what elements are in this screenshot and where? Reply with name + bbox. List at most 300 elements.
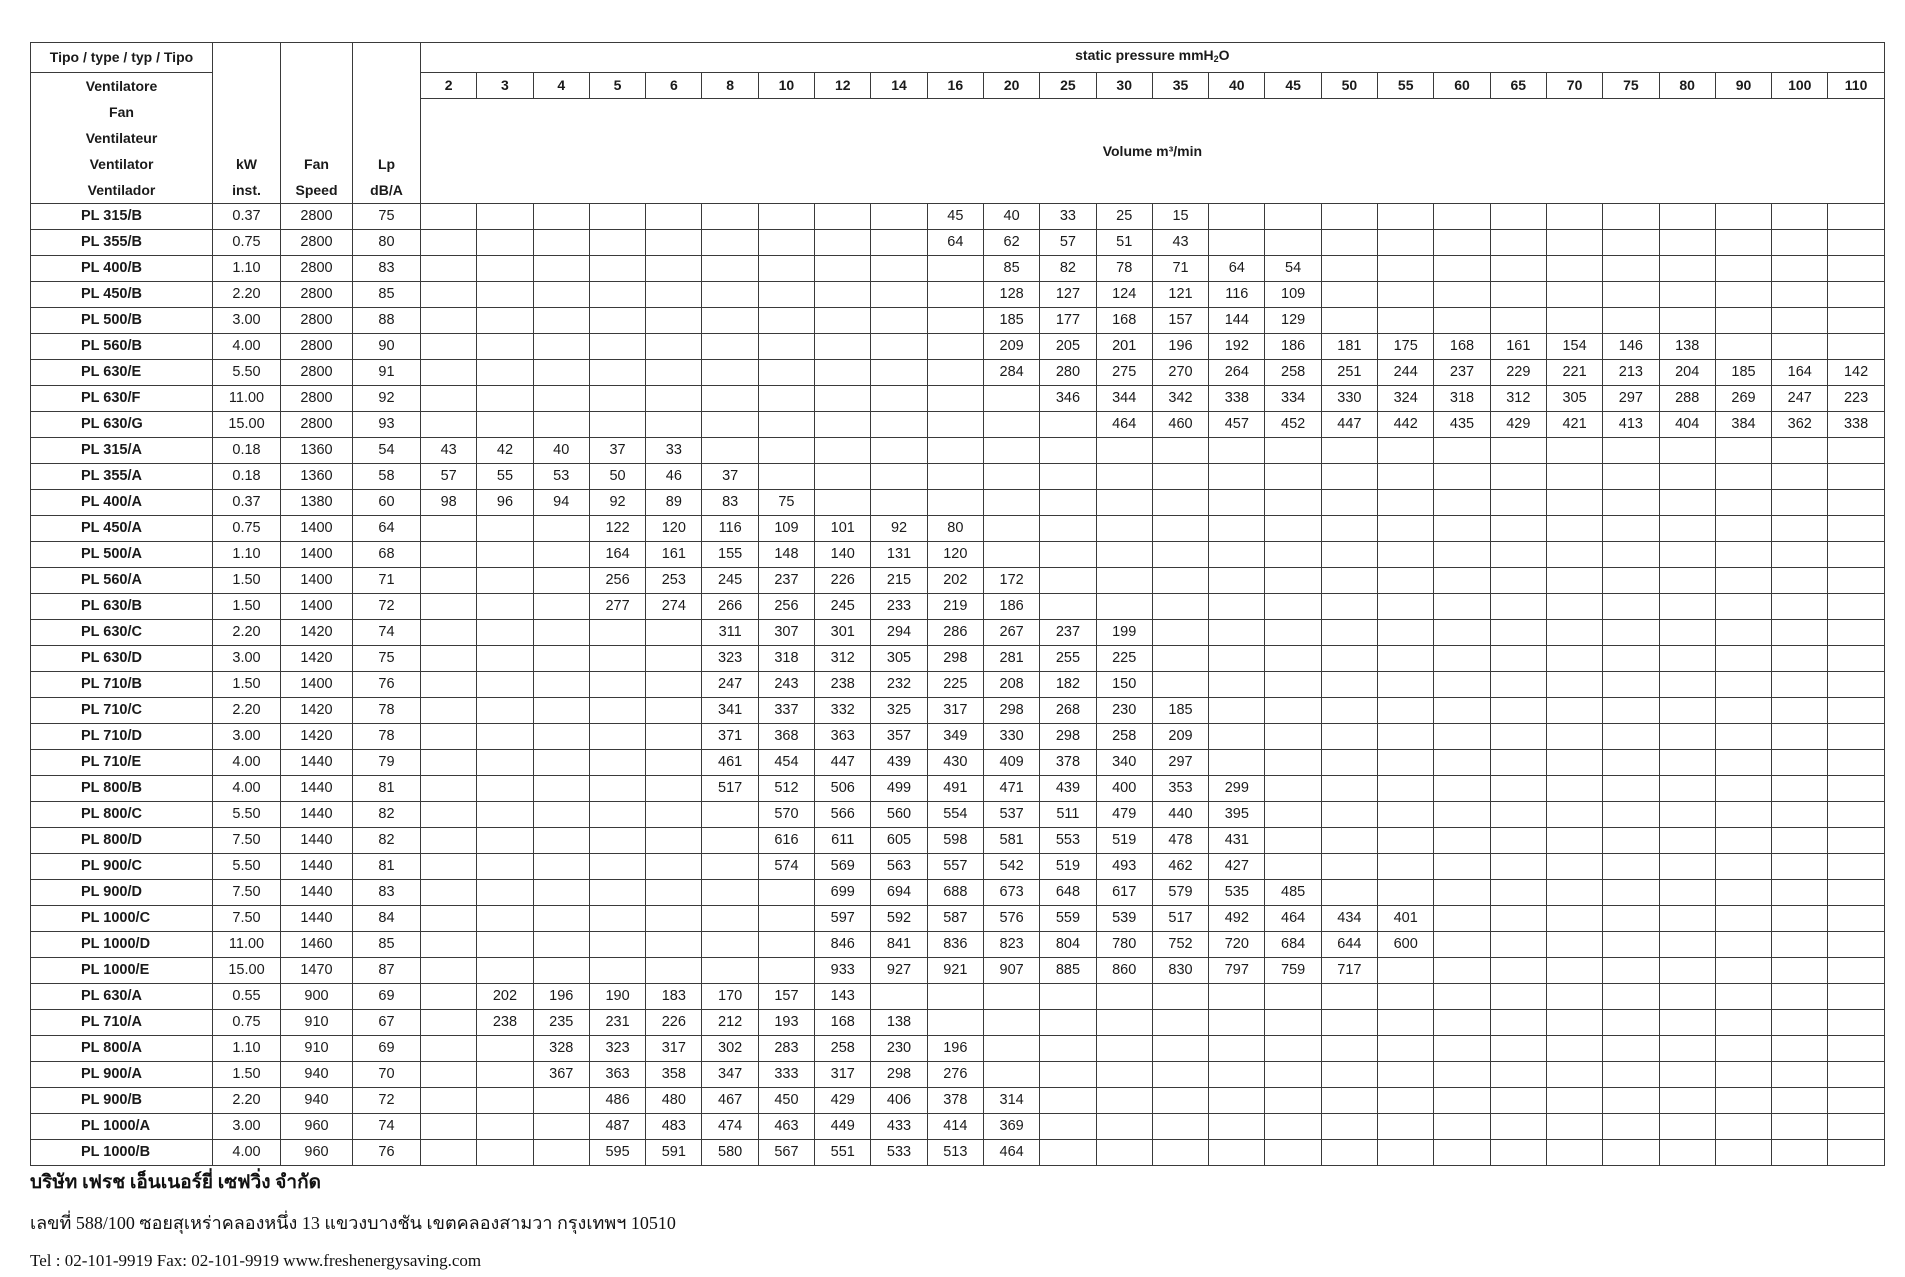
empty-cell bbox=[477, 412, 533, 438]
empty-cell bbox=[1152, 542, 1208, 568]
volume-cell: 347 bbox=[702, 1062, 758, 1088]
volume-cell: 450 bbox=[758, 1088, 814, 1114]
empty-cell bbox=[1828, 880, 1884, 906]
empty-cell bbox=[871, 230, 927, 256]
empty-cell bbox=[1096, 516, 1152, 542]
volume-cell: 317 bbox=[646, 1036, 702, 1062]
table-row bbox=[31, 776, 1885, 802]
empty-cell bbox=[758, 334, 814, 360]
volume-cell: 138 bbox=[1659, 334, 1715, 360]
empty-cell bbox=[1490, 906, 1546, 932]
empty-cell bbox=[927, 360, 983, 386]
speed-cell: 2800 bbox=[281, 412, 353, 438]
volume-cell: 243 bbox=[758, 672, 814, 698]
empty-cell bbox=[1659, 1062, 1715, 1088]
volume-cell: 255 bbox=[1040, 646, 1096, 672]
empty-cell bbox=[815, 204, 871, 230]
empty-cell bbox=[1096, 984, 1152, 1010]
empty-cell bbox=[1490, 932, 1546, 958]
volume-cell: 298 bbox=[1040, 724, 1096, 750]
lp-cell: 69 bbox=[353, 984, 421, 1010]
volume-cell: 574 bbox=[758, 854, 814, 880]
empty-cell bbox=[589, 854, 645, 880]
volume-cell: 332 bbox=[815, 698, 871, 724]
empty-cell bbox=[533, 204, 589, 230]
empty-cell bbox=[1490, 984, 1546, 1010]
empty-cell bbox=[1321, 204, 1377, 230]
empty-cell bbox=[702, 880, 758, 906]
empty-cell bbox=[1321, 464, 1377, 490]
volume-cell: 275 bbox=[1096, 360, 1152, 386]
empty-cell bbox=[1321, 880, 1377, 906]
volume-cell: 337 bbox=[758, 698, 814, 724]
speed-cell: 1400 bbox=[281, 672, 353, 698]
speed-cell: 1470 bbox=[281, 958, 353, 984]
empty-cell bbox=[1828, 542, 1884, 568]
speed-cell: 960 bbox=[281, 1140, 353, 1166]
empty-cell bbox=[1772, 698, 1828, 724]
empty-cell bbox=[1490, 542, 1546, 568]
empty-cell bbox=[1715, 334, 1771, 360]
speed-cell: 1440 bbox=[281, 880, 353, 906]
company-address: เลขที่ 588/100 ซอยสุเหร่าคลองหนึ่ง 13 แขวงบางชัน เขตคลองสามวา กรุงเทพฯ 10510 bbox=[30, 1213, 676, 1233]
empty-cell bbox=[1040, 1114, 1096, 1140]
lp-header: Lp dB/A bbox=[353, 43, 421, 204]
empty-cell bbox=[1434, 438, 1490, 464]
empty-cell bbox=[1152, 490, 1208, 516]
empty-cell bbox=[477, 334, 533, 360]
empty-cell bbox=[1828, 282, 1884, 308]
table-row bbox=[31, 620, 1885, 646]
volume-cell: 338 bbox=[1828, 412, 1884, 438]
empty-cell bbox=[1265, 1036, 1321, 1062]
pressure-column-header: 14 bbox=[871, 73, 927, 99]
volume-cell: 186 bbox=[1265, 334, 1321, 360]
speed-cell: 2800 bbox=[281, 386, 353, 412]
empty-cell bbox=[1040, 1010, 1096, 1036]
empty-cell bbox=[1321, 1010, 1377, 1036]
pressure-column-header: 30 bbox=[1096, 73, 1152, 99]
empty-cell bbox=[1715, 1062, 1771, 1088]
empty-cell bbox=[702, 308, 758, 334]
volume-cell: 314 bbox=[983, 1088, 1039, 1114]
empty-cell bbox=[589, 698, 645, 724]
volume-cell: 64 bbox=[1209, 256, 1265, 282]
volume-cell: 226 bbox=[646, 1010, 702, 1036]
empty-cell bbox=[927, 256, 983, 282]
empty-cell bbox=[1715, 854, 1771, 880]
empty-cell bbox=[421, 594, 477, 620]
empty-cell bbox=[646, 880, 702, 906]
empty-cell bbox=[421, 568, 477, 594]
empty-cell bbox=[1040, 464, 1096, 490]
empty-cell bbox=[927, 308, 983, 334]
volume-cell: 460 bbox=[1152, 412, 1208, 438]
volume-cell: 330 bbox=[1321, 386, 1377, 412]
table-row bbox=[31, 386, 1885, 412]
volume-cell: 566 bbox=[815, 802, 871, 828]
empty-cell bbox=[1659, 958, 1715, 984]
empty-cell bbox=[1321, 724, 1377, 750]
empty-cell bbox=[1715, 204, 1771, 230]
empty-cell bbox=[533, 802, 589, 828]
empty-cell bbox=[1152, 620, 1208, 646]
empty-cell bbox=[1772, 490, 1828, 516]
empty-cell bbox=[1209, 1140, 1265, 1166]
empty-cell bbox=[533, 1088, 589, 1114]
empty-cell bbox=[1321, 1036, 1377, 1062]
volume-cell: 439 bbox=[1040, 776, 1096, 802]
empty-cell bbox=[1715, 516, 1771, 542]
empty-cell bbox=[1772, 1010, 1828, 1036]
volume-cell: 204 bbox=[1659, 360, 1715, 386]
volume-cell: 305 bbox=[871, 646, 927, 672]
empty-cell bbox=[1546, 594, 1602, 620]
empty-cell bbox=[1828, 490, 1884, 516]
volume-cell: 127 bbox=[1040, 282, 1096, 308]
volume-cell: 485 bbox=[1265, 880, 1321, 906]
model-cell: PL 1000/B bbox=[31, 1140, 213, 1166]
empty-cell bbox=[927, 282, 983, 308]
empty-cell bbox=[1772, 438, 1828, 464]
speed-cell: 1420 bbox=[281, 646, 353, 672]
volume-cell: 885 bbox=[1040, 958, 1096, 984]
empty-cell bbox=[646, 386, 702, 412]
empty-cell bbox=[1040, 542, 1096, 568]
empty-cell bbox=[1321, 750, 1377, 776]
lp-cell: 82 bbox=[353, 802, 421, 828]
volume-cell: 229 bbox=[1490, 360, 1546, 386]
empty-cell bbox=[589, 620, 645, 646]
volume-cell: 433 bbox=[871, 1114, 927, 1140]
empty-cell bbox=[1378, 1010, 1434, 1036]
volume-cell: 312 bbox=[815, 646, 871, 672]
model-cell: PL 450/B bbox=[31, 282, 213, 308]
empty-cell bbox=[1321, 828, 1377, 854]
empty-cell bbox=[1209, 516, 1265, 542]
table-row bbox=[31, 568, 1885, 594]
volume-cell: 138 bbox=[871, 1010, 927, 1036]
pressure-column-header: 65 bbox=[1490, 73, 1546, 99]
lp-cell: 81 bbox=[353, 854, 421, 880]
model-cell: PL 1000/D bbox=[31, 932, 213, 958]
empty-cell bbox=[421, 1088, 477, 1114]
speed-cell: 910 bbox=[281, 1036, 353, 1062]
volume-cell: 311 bbox=[702, 620, 758, 646]
lp-cell: 78 bbox=[353, 698, 421, 724]
empty-cell bbox=[1715, 1114, 1771, 1140]
volume-cell: 199 bbox=[1096, 620, 1152, 646]
volume-cell: 349 bbox=[927, 724, 983, 750]
volume-cell: 694 bbox=[871, 880, 927, 906]
volume-cell: 759 bbox=[1265, 958, 1321, 984]
empty-cell bbox=[533, 1140, 589, 1166]
empty-cell bbox=[1209, 490, 1265, 516]
volume-cell: 186 bbox=[983, 594, 1039, 620]
volume-cell: 116 bbox=[702, 516, 758, 542]
volume-cell: 846 bbox=[815, 932, 871, 958]
empty-cell bbox=[871, 438, 927, 464]
lp-cell: 68 bbox=[353, 542, 421, 568]
empty-cell bbox=[1378, 776, 1434, 802]
table-row bbox=[31, 230, 1885, 256]
empty-cell bbox=[1828, 750, 1884, 776]
volume-cell: 551 bbox=[815, 1140, 871, 1166]
empty-cell bbox=[1715, 828, 1771, 854]
model-cell: PL 800/D bbox=[31, 828, 213, 854]
empty-cell bbox=[1265, 854, 1321, 880]
table-row bbox=[31, 672, 1885, 698]
empty-cell bbox=[1434, 880, 1490, 906]
volume-cell: 55 bbox=[477, 464, 533, 490]
empty-cell bbox=[1152, 1088, 1208, 1114]
empty-cell bbox=[1265, 568, 1321, 594]
empty-cell bbox=[871, 308, 927, 334]
empty-cell bbox=[1265, 802, 1321, 828]
empty-cell bbox=[702, 828, 758, 854]
empty-cell bbox=[1659, 490, 1715, 516]
speed-cell: 900 bbox=[281, 984, 353, 1010]
empty-cell bbox=[1772, 672, 1828, 698]
empty-cell bbox=[1434, 1114, 1490, 1140]
volume-cell: 353 bbox=[1152, 776, 1208, 802]
empty-cell bbox=[1096, 464, 1152, 490]
volume-cell: 15 bbox=[1152, 204, 1208, 230]
speed-header: Fan Speed bbox=[281, 43, 353, 204]
empty-cell bbox=[421, 230, 477, 256]
empty-cell bbox=[533, 230, 589, 256]
volume-cell: 330 bbox=[983, 724, 1039, 750]
empty-cell bbox=[421, 1010, 477, 1036]
kw-cell: 0.75 bbox=[213, 516, 281, 542]
empty-cell bbox=[1659, 880, 1715, 906]
empty-cell bbox=[533, 386, 589, 412]
empty-cell bbox=[1152, 594, 1208, 620]
empty-cell bbox=[589, 386, 645, 412]
empty-cell bbox=[1040, 594, 1096, 620]
empty-cell bbox=[983, 984, 1039, 1010]
empty-cell bbox=[1265, 828, 1321, 854]
empty-cell bbox=[1265, 1140, 1321, 1166]
empty-cell bbox=[1434, 516, 1490, 542]
empty-cell bbox=[1209, 984, 1265, 1010]
empty-cell bbox=[1546, 1140, 1602, 1166]
table-row bbox=[31, 1010, 1885, 1036]
speed-cell: 940 bbox=[281, 1088, 353, 1114]
empty-cell bbox=[421, 204, 477, 230]
empty-cell bbox=[983, 1010, 1039, 1036]
empty-cell bbox=[983, 542, 1039, 568]
empty-cell bbox=[1321, 698, 1377, 724]
empty-cell bbox=[1096, 1140, 1152, 1166]
table-row bbox=[31, 698, 1885, 724]
kw-cell: 4.00 bbox=[213, 776, 281, 802]
empty-cell bbox=[1040, 1140, 1096, 1166]
empty-cell bbox=[1209, 1114, 1265, 1140]
empty-cell bbox=[1772, 932, 1828, 958]
model-cell: PL 900/C bbox=[31, 854, 213, 880]
table-row bbox=[31, 1088, 1885, 1114]
table-row bbox=[31, 412, 1885, 438]
model-cell: PL 710/C bbox=[31, 698, 213, 724]
empty-cell bbox=[1434, 256, 1490, 282]
empty-cell bbox=[1772, 568, 1828, 594]
empty-cell bbox=[1209, 1036, 1265, 1062]
empty-cell bbox=[589, 932, 645, 958]
empty-cell bbox=[477, 308, 533, 334]
volume-cell: 358 bbox=[646, 1062, 702, 1088]
empty-cell bbox=[1546, 750, 1602, 776]
empty-cell bbox=[1152, 438, 1208, 464]
volume-cell: 281 bbox=[983, 646, 1039, 672]
volume-cell: 277 bbox=[589, 594, 645, 620]
volume-cell: 537 bbox=[983, 802, 1039, 828]
empty-cell bbox=[421, 412, 477, 438]
table-row bbox=[31, 802, 1885, 828]
empty-cell bbox=[1490, 594, 1546, 620]
volume-cell: 506 bbox=[815, 776, 871, 802]
volume-cell: 318 bbox=[1434, 386, 1490, 412]
empty-cell bbox=[1265, 204, 1321, 230]
empty-cell bbox=[1321, 542, 1377, 568]
pressure-column-header: 110 bbox=[1828, 73, 1884, 99]
empty-cell bbox=[758, 412, 814, 438]
volume-cell: 50 bbox=[589, 464, 645, 490]
empty-cell bbox=[589, 672, 645, 698]
pressure-column-header: 40 bbox=[1209, 73, 1265, 99]
volume-cell: 576 bbox=[983, 906, 1039, 932]
speed-cell: 1420 bbox=[281, 620, 353, 646]
empty-cell bbox=[1603, 620, 1659, 646]
kw-cell: 15.00 bbox=[213, 958, 281, 984]
empty-cell bbox=[702, 854, 758, 880]
empty-cell bbox=[1772, 776, 1828, 802]
empty-cell bbox=[1715, 438, 1771, 464]
empty-cell bbox=[1434, 230, 1490, 256]
model-cell: PL 400/B bbox=[31, 256, 213, 282]
table-row bbox=[31, 984, 1885, 1010]
empty-cell bbox=[1152, 1010, 1208, 1036]
volume-cell: 161 bbox=[1490, 334, 1546, 360]
volume-cell: 302 bbox=[702, 1036, 758, 1062]
volume-cell: 579 bbox=[1152, 880, 1208, 906]
empty-cell bbox=[1378, 594, 1434, 620]
empty-cell bbox=[702, 386, 758, 412]
volume-cell: 539 bbox=[1096, 906, 1152, 932]
volume-cell: 435 bbox=[1434, 412, 1490, 438]
empty-cell bbox=[421, 334, 477, 360]
speed-cell: 2800 bbox=[281, 334, 353, 360]
volume-cell: 592 bbox=[871, 906, 927, 932]
empty-cell bbox=[477, 932, 533, 958]
empty-cell bbox=[1659, 568, 1715, 594]
volume-cell: 185 bbox=[1715, 360, 1771, 386]
empty-cell bbox=[1659, 438, 1715, 464]
empty-cell bbox=[1828, 932, 1884, 958]
empty-cell bbox=[1209, 464, 1265, 490]
empty-cell bbox=[1546, 854, 1602, 880]
volume-cell: 182 bbox=[1040, 672, 1096, 698]
empty-cell bbox=[1434, 620, 1490, 646]
pressure-column-header: 75 bbox=[1603, 73, 1659, 99]
pressure-column-header: 70 bbox=[1546, 73, 1602, 99]
empty-cell bbox=[1321, 1114, 1377, 1140]
empty-cell bbox=[533, 256, 589, 282]
empty-cell bbox=[1603, 542, 1659, 568]
volume-cell: 430 bbox=[927, 750, 983, 776]
empty-cell bbox=[871, 386, 927, 412]
empty-cell bbox=[1490, 1062, 1546, 1088]
table-row bbox=[31, 1062, 1885, 1088]
volume-cell: 461 bbox=[702, 750, 758, 776]
empty-cell bbox=[421, 776, 477, 802]
empty-cell bbox=[1603, 1088, 1659, 1114]
empty-cell bbox=[533, 1114, 589, 1140]
empty-cell bbox=[533, 516, 589, 542]
empty-cell bbox=[1265, 1062, 1321, 1088]
volume-cell: 823 bbox=[983, 932, 1039, 958]
volume-cell: 463 bbox=[758, 1114, 814, 1140]
fan-performance-table bbox=[30, 42, 1885, 1166]
empty-cell bbox=[1828, 1036, 1884, 1062]
lp-cell: 83 bbox=[353, 256, 421, 282]
volume-cell: 413 bbox=[1603, 412, 1659, 438]
model-cell: PL 630/C bbox=[31, 620, 213, 646]
empty-cell bbox=[1603, 230, 1659, 256]
empty-cell bbox=[1828, 1088, 1884, 1114]
model-cell: PL 710/A bbox=[31, 1010, 213, 1036]
empty-cell bbox=[1828, 698, 1884, 724]
empty-cell bbox=[1546, 802, 1602, 828]
empty-cell bbox=[1490, 1036, 1546, 1062]
empty-cell bbox=[1828, 1062, 1884, 1088]
empty-cell bbox=[1659, 828, 1715, 854]
empty-cell bbox=[533, 360, 589, 386]
volume-cell: 225 bbox=[1096, 646, 1152, 672]
volume-cell: 323 bbox=[589, 1036, 645, 1062]
volume-cell: 559 bbox=[1040, 906, 1096, 932]
empty-cell bbox=[1715, 1140, 1771, 1166]
kw-cell: 1.10 bbox=[213, 1036, 281, 1062]
volume-cell: 328 bbox=[533, 1036, 589, 1062]
volume-cell: 644 bbox=[1321, 932, 1377, 958]
empty-cell bbox=[589, 256, 645, 282]
model-cell: PL 710/D bbox=[31, 724, 213, 750]
volume-cell: 244 bbox=[1378, 360, 1434, 386]
model-cell: PL 900/A bbox=[31, 1062, 213, 1088]
volume-cell: 519 bbox=[1096, 828, 1152, 854]
volume-cell: 33 bbox=[1040, 204, 1096, 230]
volume-cell: 213 bbox=[1603, 360, 1659, 386]
volume-cell: 587 bbox=[927, 906, 983, 932]
empty-cell bbox=[1546, 1062, 1602, 1088]
empty-cell bbox=[646, 750, 702, 776]
empty-cell bbox=[702, 204, 758, 230]
empty-cell bbox=[477, 750, 533, 776]
lp-cell: 54 bbox=[353, 438, 421, 464]
empty-cell bbox=[1265, 776, 1321, 802]
empty-cell bbox=[1434, 802, 1490, 828]
empty-cell bbox=[1546, 1114, 1602, 1140]
lp-cell: 64 bbox=[353, 516, 421, 542]
pressure-column-header: 55 bbox=[1378, 73, 1434, 99]
empty-cell bbox=[1659, 1010, 1715, 1036]
empty-cell bbox=[589, 360, 645, 386]
kw-cell: 7.50 bbox=[213, 906, 281, 932]
empty-cell bbox=[1265, 490, 1321, 516]
empty-cell bbox=[421, 620, 477, 646]
kw-cell: 1.50 bbox=[213, 594, 281, 620]
